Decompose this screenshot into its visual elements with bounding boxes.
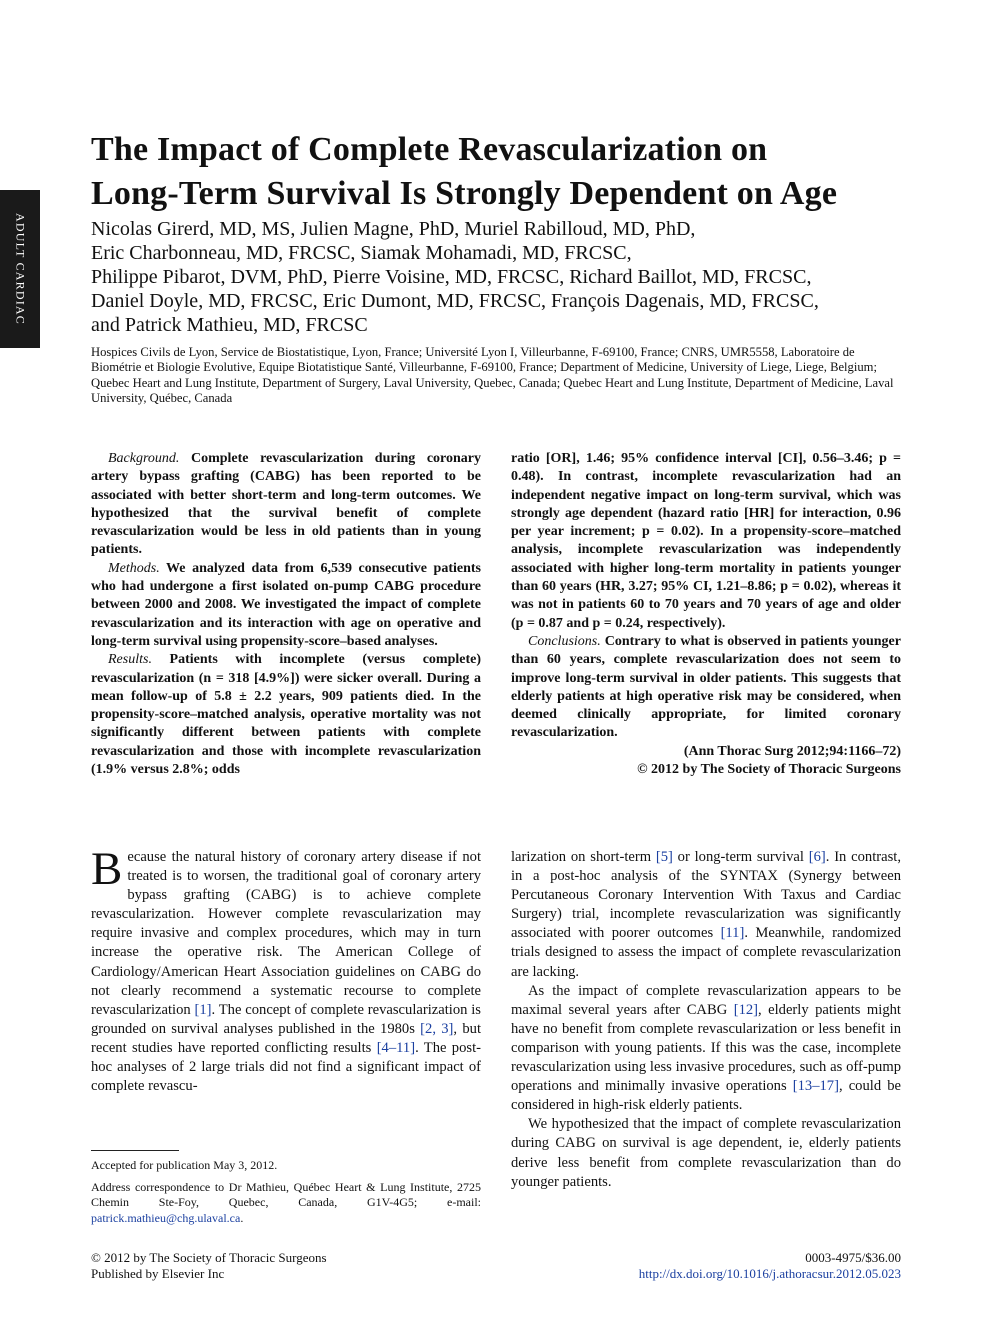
methods-text: We analyzed data from 6,539 consecutive patients who had undergone a first isolated on-pump CABG procedure between 2000 and 2008. We investigated the impact of complete revascularization and its interaction with age on operative and long-term survival using propensity-score–based analyses. <box>91 560 481 649</box>
section-side-tab <box>0 190 40 348</box>
reference-link[interactable]: [4–11] <box>376 1039 416 1056</box>
conclusions-text: Contrary to what is observed in patients younger than 60 years, complete revascularization does not seem to improve long-term survival in older patients. This suggests that elderly patients at high operative risk may be considered, when deemed clinically appropriate, for limited coronary revascularization. <box>511 633 901 741</box>
author-line: and Patrick Mathieu, MD, FRCSC <box>91 314 368 336</box>
affiliations: Hospices Civils de Lyon, Service de Biostatistique, Lyon, France; Université Lyon I, Villeurbanne, F-69100, France; CNRS, UMR5558, Laboratoire de Biométrie et Biologie Evolutive, Equipe Biotatistique Santé, Villeurbanne, F-69100, France; Department of Medicine, University of Liege, Liege, Belgium; Quebec Heart and Lung Institute, Department of Surgery, Laval University, Quebec, Canada; Quebec Heart and Lung Institute, Department of Medicine, Laval University, Québec, Canada <box>91 345 894 405</box>
abstract-methods <box>91 560 481 651</box>
abstract-results <box>91 651 481 779</box>
reference-link[interactable]: [6] <box>808 849 826 865</box>
results-text: Patients with incomplete (versus complete) revascularization (n = 318 [4.9%]) were sicker overall. During a mean follow-up of 5.8 ± 2.2 years, 909 patients died. In the propensity-score–matched analysis, operative mortality was not significantly different between patients with complete revascularization and those with incomplete revascularization (1.9% versus 2.8%; odds <box>91 652 481 778</box>
methods-label: Methods. <box>108 560 160 576</box>
reference-link[interactable]: [5] <box>655 849 673 865</box>
intro-text: ecause the natural history of coronary artery disease if not treated is to worsen, the traditional goal of coronary artery bypass grafting (CABG) is to achieve complete revascularization. However complete revascularization may require invasive and complex procedures, which may in turn increase the operative risk. The American College of Cardiology/American Heart Association guidelines on CABG do not clearly recommend a systematic recourse to complete revascularization <box>91 849 481 1018</box>
body-right-column <box>511 848 901 1192</box>
article-title <box>91 128 931 216</box>
footer-publisher: Published by Elsevier Inc <box>91 1265 225 1281</box>
abstract-right-column <box>511 450 901 779</box>
results-label: Results. <box>108 652 152 668</box>
body-left-column <box>91 843 481 1096</box>
reference-link[interactable]: [2, 3] <box>420 1020 454 1037</box>
abstract-citation: (Ann Thorac Surg 2012;94:1166–72) <box>683 743 901 759</box>
background-text: Complete revascularization during coronary artery bypass grafting (CABG) has been reported to be associated with better short-term and long-term outcomes. We hypothesized that the survival benefit of complete revascularization would be less in old patients than in young patients. <box>91 451 481 558</box>
author-list <box>91 217 911 337</box>
footer-right <box>560 1250 901 1281</box>
reference-link[interactable]: [1] <box>194 1001 212 1018</box>
intro-text: . The concept of complete revascularization is grounded on survival analyses published in the 1980s <box>91 1001 481 1037</box>
footnotes <box>91 1158 481 1233</box>
doi-link[interactable]: http://dx.doi.org/10.1016/j.athoracsur.2012.05.023 <box>638 1265 901 1281</box>
footer-copyright: © 2012 by The Society of Thoracic Surgeons <box>91 1250 327 1265</box>
side-tab-label: ADULT CARDIAC <box>13 213 28 325</box>
abstract-results-continued: ratio [OR], 1.46; 95% confidence interval [CI], 0.56–3.46; p = 0.48). In contrast, incomplete revascularization had an independent negative impact on long-term survival, which was strongly age dependent (hazard ratio [HR] for interaction, 0.96 per year increment; p = 0.02). In a propensity-score–matched analysis, incomplete revascularization was independently associated with higher long-term mortality in patients younger than 60 years (HR, 3.27; 95% CI, 1.21–8.86; p = 0.02), whereas it was not in patients 60 to 70 years and 70 years of age and older (p = 0.87 and p = 0.24, respectively). <box>511 451 901 631</box>
abstract-conclusions <box>511 633 901 743</box>
body-text: larization on short-term <box>511 849 656 865</box>
reference-link[interactable]: [13–17] <box>792 1078 839 1095</box>
author-line: Eric Charbonneau, MD, FRCSC, Siamak Mohamadi, MD, FRCSC, <box>91 242 632 264</box>
body-text: , could be considered in high-risk elderly patients. <box>511 1078 901 1114</box>
correspondence-note <box>91 1180 481 1226</box>
footnote-divider <box>91 1150 179 1151</box>
body-paragraph: We hypothesized that the impact of complete revascularization during CABG on survival is age dependent, ie, elderly patients derive less benefit from complete revascularization than do younger patients. <box>511 1116 901 1190</box>
author-line: Daniel Doyle, MD, FRCSC, Eric Dumont, MD, FRCSC, François Dagenais, MD, FRCSC, <box>91 290 819 312</box>
address-tail: . <box>240 1210 244 1225</box>
intro-paragraph <box>91 843 481 1096</box>
body-text: . In contrast, in a post-hoc analysis of the SYNTAX (Synergy between Percutaneous Coronary Intervention With Taxus and Cardiac Surgery) trial, incomplete revascularization was significantly associated with poorer outcomes <box>511 849 901 942</box>
author-line: Nicolas Girerd, MD, MS, Julien Magne, PhD, Muriel Rabilloud, MD, PhD, <box>91 218 696 240</box>
body-text: . Meanwhile, randomized trials designed to assess the impact of complete revascularization are lacking. <box>511 925 901 980</box>
body-text: As the impact of complete revascularization appears to be maximal several years after CABG <box>511 982 901 1018</box>
title-line: Long-Term Survival Is Strongly Dependent on Age <box>91 175 838 212</box>
body-paragraph <box>511 848 901 982</box>
address-text: Address correspondence to Dr Mathieu, Québec Heart & Lung Institute, 2725 Chemin Ste-Foy, Quebec, Canada, G1V-4G5; e-mail: <box>91 1180 481 1210</box>
abstract-background <box>91 450 481 560</box>
background-label: Background. <box>108 451 180 466</box>
reference-link[interactable]: [11] <box>720 925 745 942</box>
reference-link[interactable]: [12] <box>733 1001 759 1018</box>
drop-cap: B <box>91 843 123 895</box>
body-text: or long-term survival <box>672 849 809 865</box>
intro-text: , but recent studies have reported conflicting results <box>91 1020 481 1056</box>
body-paragraph <box>511 982 901 1116</box>
email-link[interactable]: patrick.mathieu@chg.ulaval.ca <box>91 1210 241 1225</box>
title-line: The Impact of Complete Revascularization on <box>91 131 768 168</box>
abstract-left-column <box>91 450 481 779</box>
intro-text: . The post-hoc analyses of 2 large trials did not find a significant impact of complete revascu- <box>91 1039 481 1095</box>
author-line: Philippe Pibarot, DVM, PhD, Pierre Voisine, MD, FRCSC, Richard Baillot, MD, FRCSC, <box>91 266 812 288</box>
accepted-note: Accepted for publication May 3, 2012. <box>91 1158 278 1172</box>
body-text: , elderly patients might have no benefit from complete revascularization or less benefit in comparison with young patients. If this was the case, incomplete revascularization using less invasive procedures, such as off-pump operations and minimally invasive operations <box>511 1001 901 1095</box>
footer-left <box>91 1250 327 1281</box>
abstract-copyright: © 2012 by The Society of Thoracic Surgeons <box>637 762 901 778</box>
conclusions-label: Conclusions. <box>528 633 601 649</box>
footer-issn-price: 0003-4975/$36.00 <box>805 1250 901 1265</box>
